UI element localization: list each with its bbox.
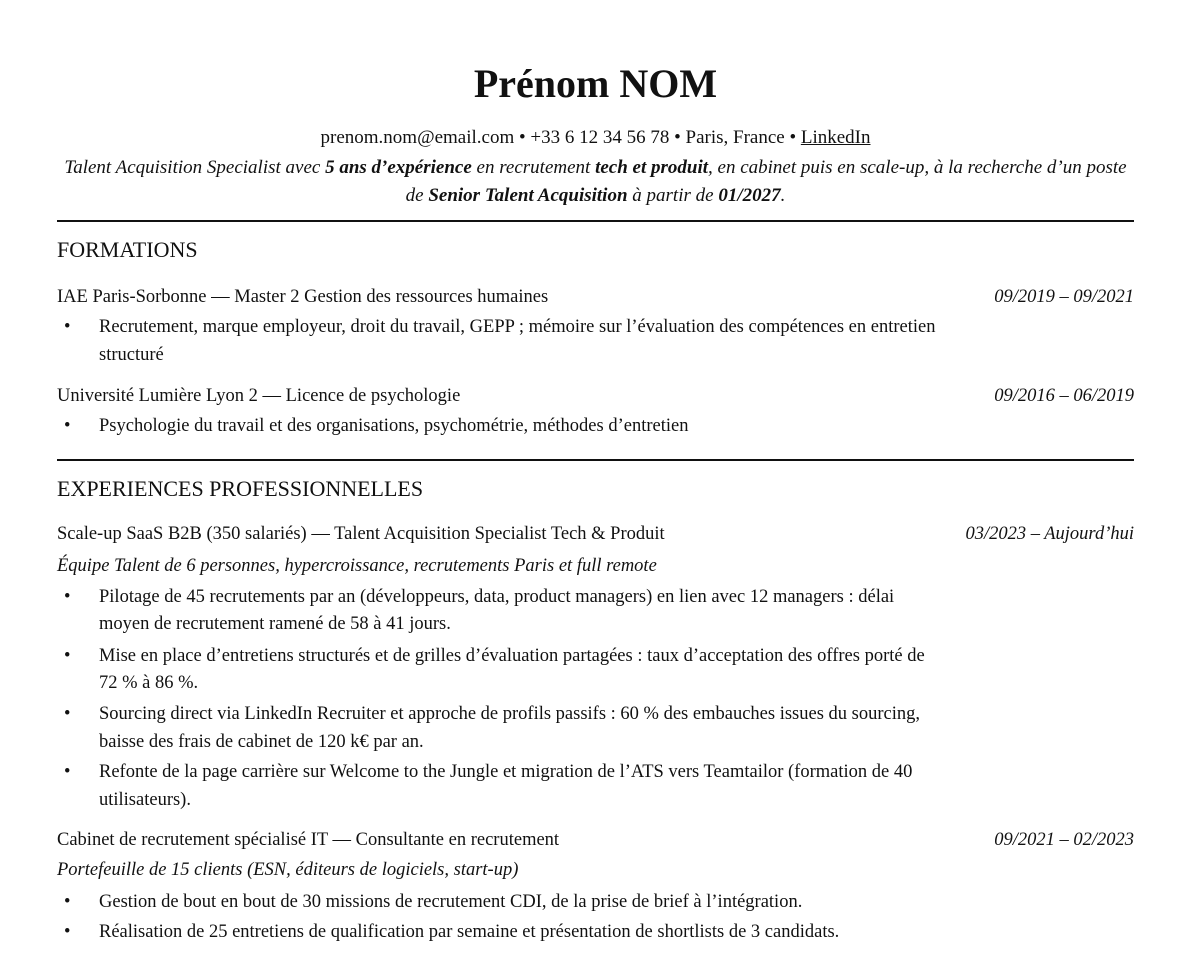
bullet-text: Sourcing direct via LinkedIn Recruiter et approche de profils passifs : 60 % des embauches issues du sourcing, baisse des frais de cabinet de 120 k€ par an. [99,704,920,752]
summary-availability: 01/2027 [718,185,781,206]
summary-text: , en cabinet puis en scale-up, à la recherche d’un poste de [405,157,1127,206]
profile-summary [57,154,1134,210]
bullet-text: Psychologie du travail et des organisations, psychométrie, méthodes d’entretien [99,416,689,436]
formation-heading: Université Lumière Lyon 2 — Licence de psychologie [57,386,461,406]
formation-dates: 09/2016 – 06/2019 [994,386,1134,406]
summary-text: . [780,185,786,206]
bullet-icon: • [64,704,71,724]
section-title-experiences: EXPERIENCES PROFESSIONNELLES [57,476,424,501]
summary-text: à partir de [627,185,719,206]
summary-target-role: Senior Talent Acquisition [428,185,628,206]
bullet-icon: • [64,587,71,607]
bullet-text: Réalisation de 25 entretiens de qualification par semaine et présentation de shortlists de 3 candidats. [99,922,840,942]
bullet-text: Gestion de bout en bout de 30 missions de recrutement CDI, de la prise de brief à l’intégration. [99,892,803,912]
experience-heading: Cabinet de recrutement spécialisé IT — Consultante en recrutement [57,830,560,850]
list-item [57,584,937,638]
linkedin-link[interactable]: LinkedIn [800,127,871,148]
experience-dates: 03/2023 – Aujourd’hui [965,524,1134,544]
experience-dates: 09/2021 – 02/2023 [994,830,1134,850]
bullet-icon: • [64,922,71,942]
summary-text: Talent Acquisition Specialist avec [64,157,326,178]
experience-context: Équipe Talent de 6 personnes, hypercroissance, recrutements Paris et full remote [57,556,657,576]
summary-experience: 5 ans d’expérience [325,157,472,178]
section-divider [57,459,1134,461]
formation-dates: 09/2019 – 09/2021 [994,287,1134,307]
bullet-icon: • [64,762,71,782]
section-divider [57,220,1134,222]
contact-details: prenom.nom@email.com • +33 6 12 34 56 78 • Paris, France • [320,127,801,148]
experience-heading: Scale-up SaaS B2B (350 salariés) — Talent Acquisition Specialist Tech & Produit [57,524,665,544]
bullet-text: Recrutement, marque employeur, droit du travail, GEPP ; mémoire sur l’évaluation des compétences en entretien structuré [99,317,936,365]
list-item [57,758,937,814]
list-item [57,643,937,697]
formation-heading: IAE Paris-Sorbonne — Master 2 Gestion des ressources humaines [57,287,549,307]
bullet-icon: • [64,892,71,912]
list-item [57,412,937,440]
list-item [57,918,937,946]
list-item [57,313,937,369]
summary-domain: tech et produit [595,157,709,178]
candidate-name: Prénom NOM [473,61,718,106]
list-item [57,700,937,756]
bullet-text: Pilotage de 45 recrutements par an (développeurs, data, product managers) en lien avec 12 managers : délai moyen de recrutement ramené de 58 à 41 jours. [99,587,895,634]
section-title-formations: FORMATIONS [57,237,198,262]
experience-context: Portefeuille de 15 clients (ESN, éditeurs de logiciels, start-up) [57,860,519,880]
contact-line [0,126,1191,150]
bullet-icon: • [64,416,71,436]
list-item [57,888,937,916]
summary-text: en recrutement [471,157,596,178]
bullet-icon: • [64,317,71,337]
bullet-text: Mise en place d’entretiens structurés et de grilles d’évaluation partagées : taux d’acceptation des offres porté de 72 % à 86 %. [99,646,925,693]
bullet-text: Refonte de la page carrière sur Welcome to the Jungle et migration de l’ATS vers Teamtailor (formation de 40 utilisateurs). [99,762,913,810]
bullet-icon: • [64,646,71,666]
